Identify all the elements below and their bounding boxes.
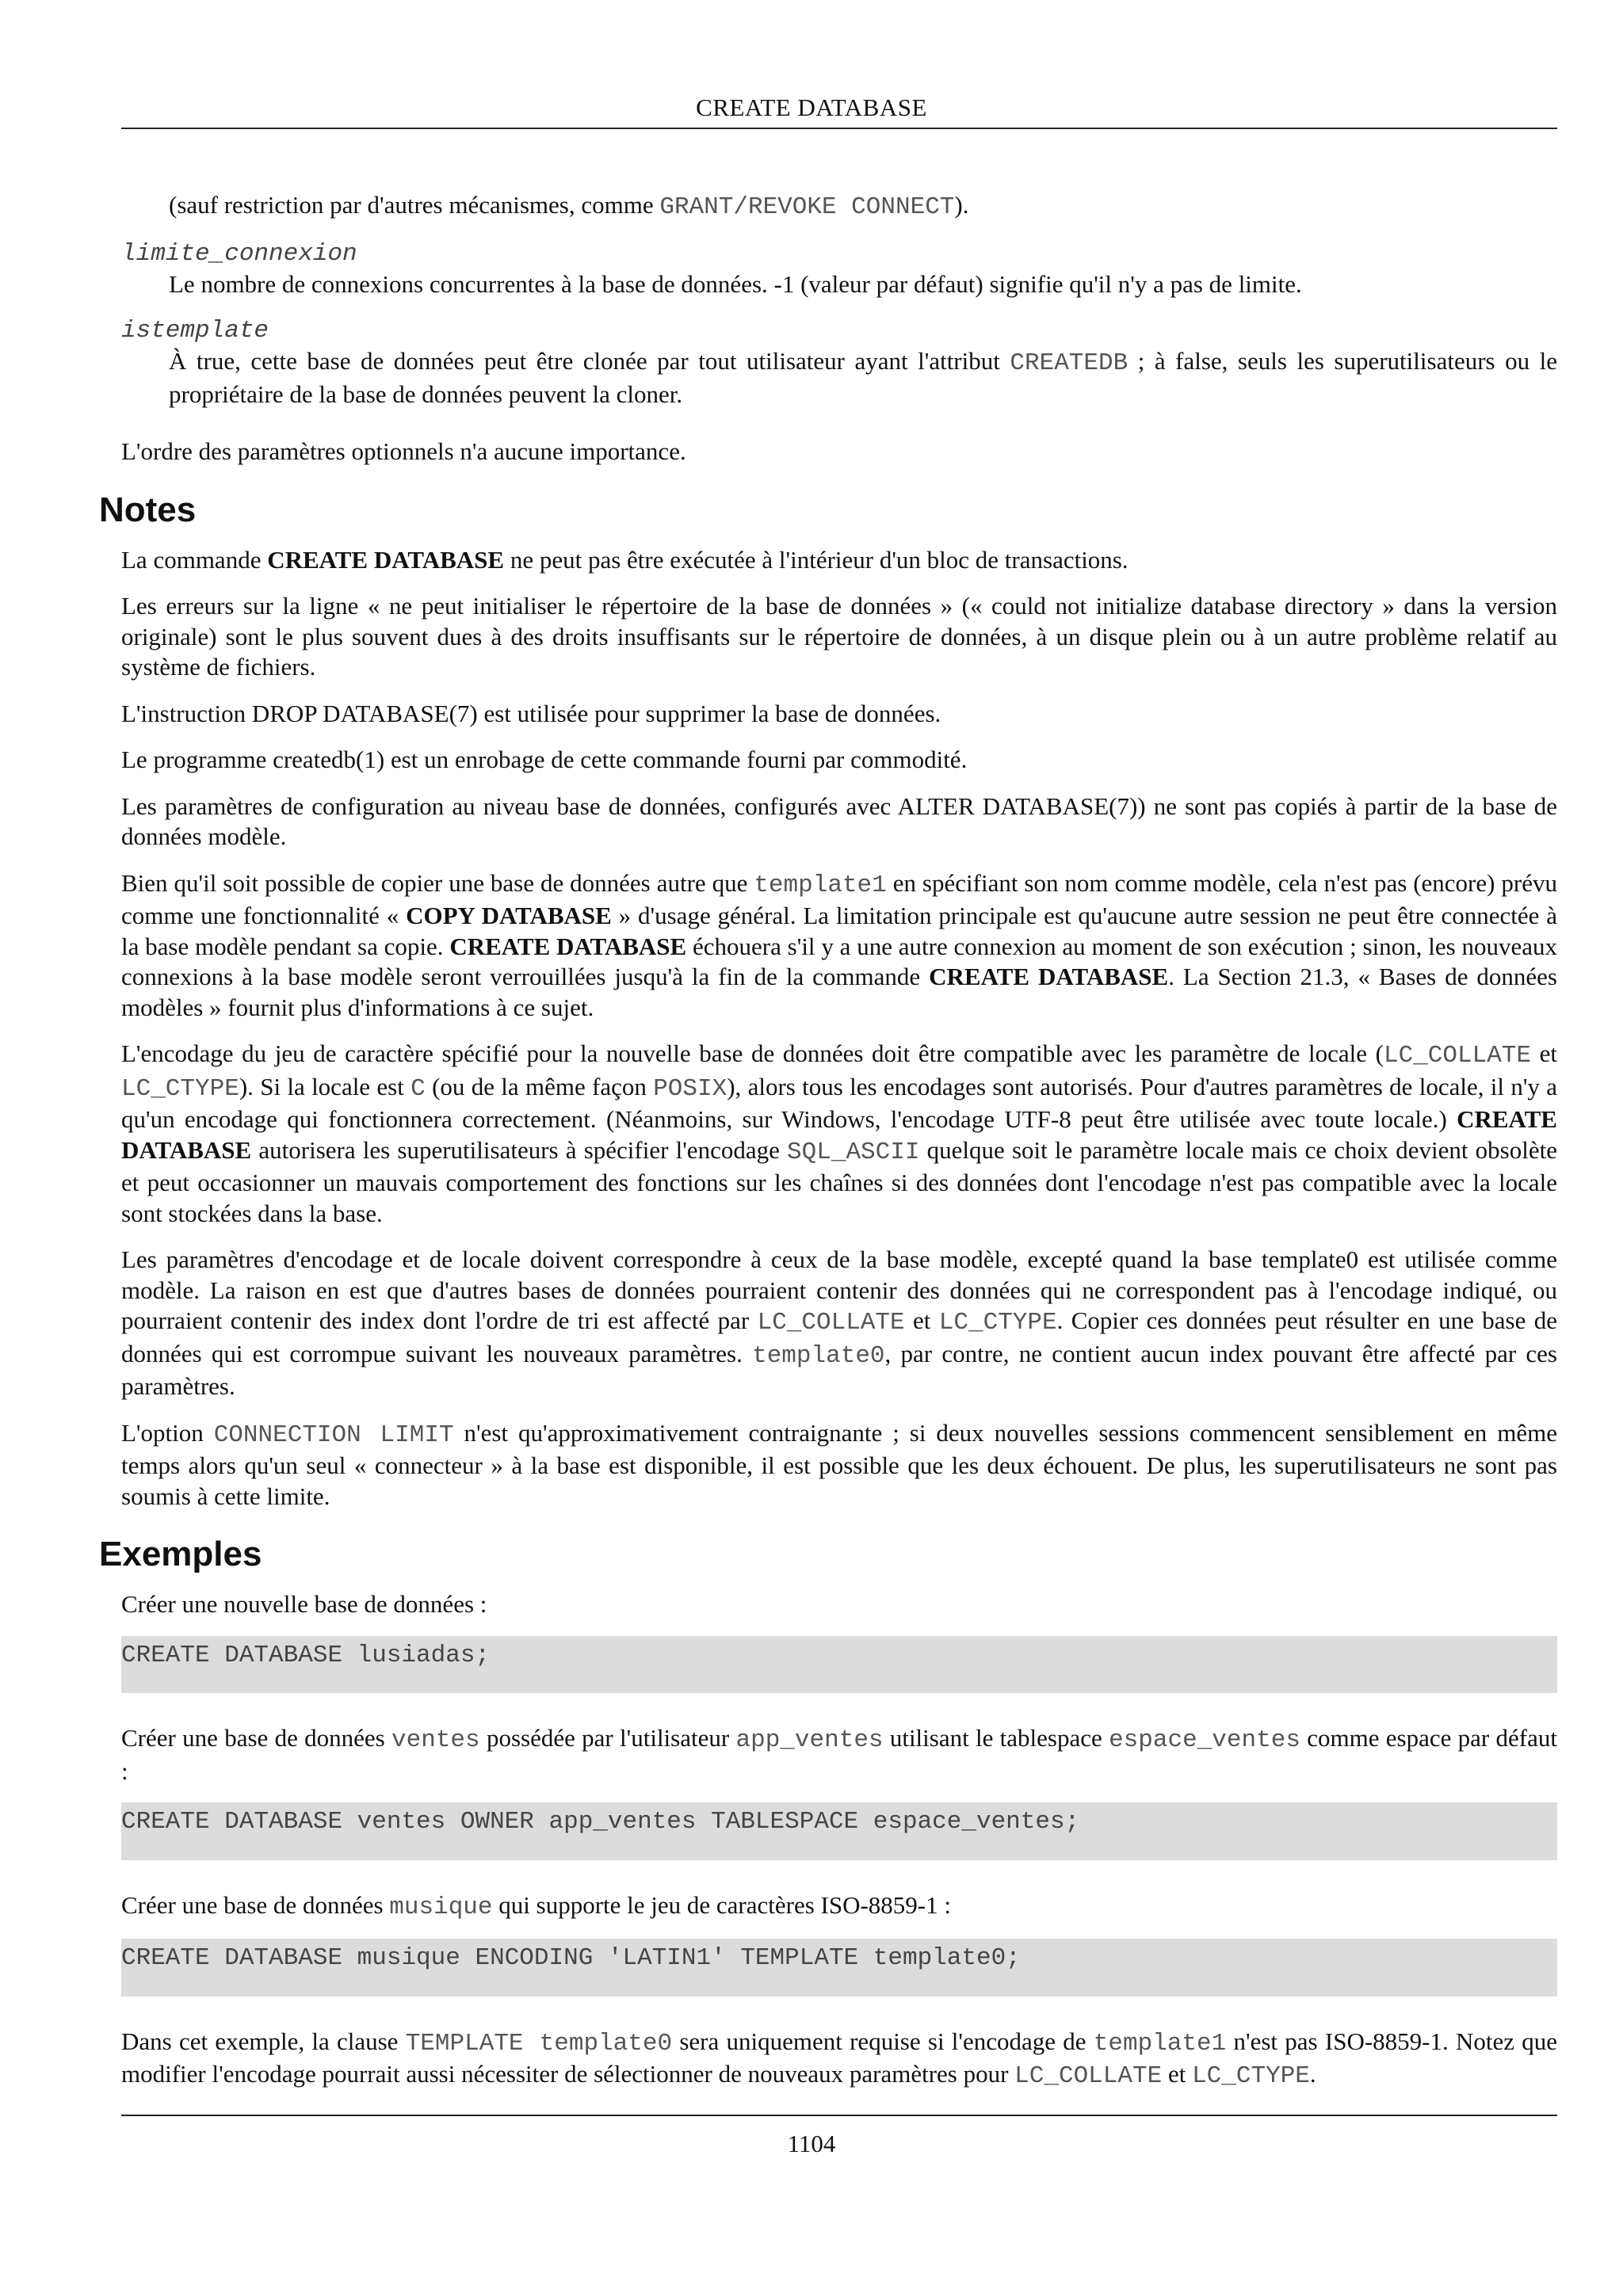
def-limite-connexion: Le nombre de connexions concurrentes à la base de données. -1 (valeur par défaut) signifie qu'il n'y a pas de limite. (169, 270, 1302, 298)
note-paragraph: L'instruction DROP DATABASE(7) est utilisée pour supprimer la base de données. (121, 699, 941, 727)
param-continuation: (sauf restriction par d'autres mécanismes, comme GRANT/REVOKE CONNECT). (169, 191, 969, 221)
note-paragraph: Le programme createdb(1) est un enrobage de cette commande fourni par commodité. (121, 746, 968, 773)
note-paragraph: Les erreurs sur la ligne « ne peut initialiser le répertoire de la base de données » (« could not initialize database directory » dans la version originale) sont le plus souvent dues à des droits insuffisants sur le répertoire de données, à un disque plein ou à un autre problème relatif au système de fichiers. (121, 592, 1557, 681)
note-paragraph: La commande CREATE DATABASE ne peut pas être exécutée à l'intérieur d'un bloc de transactions. (121, 545, 1128, 574)
footer-rule (121, 2115, 1557, 2116)
header-rule (121, 128, 1557, 129)
code-block: CREATE DATABASE lusiadas; (121, 1636, 1557, 1694)
note-paragraph: Les paramètres d'encodage et de locale doivent correspondre à ceux de la base modèle, excepté quand la base template0 est utilisée comme modèle. La raison en est que d'autres bases de données pourraient contenir des données qui ne correspondent pas à l'encodage indiqué, ou pourraient contenir des index dont l'ordre de tri est affecté par LC_COLLATE et LC_CTYPE. Copier ces données peut résulter en une base de données qui est corrompue suivant les nouveaux paramètres. template0, par contre, ne contient aucun index pouvant être affecté par ces paramètres. (121, 1245, 1557, 1400)
example-text: Créer une base de données ventes possédée par l'utilisateur app_ventes utilisant le tablespace espace_ventes comme espace par défaut : (121, 1724, 1557, 1785)
note-paragraph: Les paramètres de configuration au niveau base de données, configurés avec ALTER DATABASE(7)) ne sont pas copiés à partir de la base de données modèle. (121, 791, 1557, 850)
page-number: 1104 (787, 2130, 836, 2157)
note-paragraph: Bien qu'il soit possible de copier une base de données autre que template1 en spécifiant son nom comme modèle, cela n'est pas (encore) prévu comme une fonctionnalité « COPY DATABASE » d'usage général. La limitation principale est qu'aucune autre session ne peut être connectée à la base modèle pendant sa copie. CREATE DATABASE échouera s'il y a une autre connexion au moment de son exécution ; sinon, les nouveaux connexions à la base modèle seront verrouillées jusqu'à la fin de la commande CREATE DATABASE. La Section 21.3, « Bases de données modèles » fournit plus d'informations à ce sujet. (121, 868, 1558, 1021)
notes-heading: Notes (99, 490, 197, 529)
main-content (99, 190, 1558, 2108)
example-text: Créer une nouvelle base de données : (121, 1590, 487, 1618)
def-istemplate: À true, cette base de données peut être clonée par tout utilisateur ayant l'attribut CREATEDB ; à false, seuls les superutilisateurs ou le propriétaire de la base de données peuvent la cloner. (169, 347, 1557, 408)
example-text: Créer une base de données musique qui supporte le jeu de caractères ISO-8859-1 : (121, 1890, 951, 1921)
code-block: CREATE DATABASE ventes OWNER app_ventes TABLESPACE espace_ventes; (121, 1802, 1557, 1860)
example-text: Dans cet exemple, la clause TEMPLATE template0 sera uniquement requise si l'encodage de template1 n'est pas ISO-8859-1. Notez que modifier l'encodage pourrait aussi nécessiter de sélectionner de nouveaux paramètres pour LC_COLLATE et LC_CTYPE. (121, 2027, 1558, 2090)
term-istemplate: istemplate (121, 316, 269, 345)
note-paragraph: L'encodage du jeu de caractère spécifié pour la nouvelle base de données doit être compatible avec les paramètre de locale (LC_COLLATE et LC_CTYPE). Si la locale est C (ou de la même façon POSIX), alors tous les encodages sont autorisés. Pour d'autres paramètres de locale, il n'y a qu'un encodage qui fonctionnera correctement. (Néanmoins, sur Windows, l'encodage UTF-8 peut être utilisée avec toute locale.) CREATE DATABASE autorisera les superutilisateurs à spécifier l'encodage SQL_ASCII quelque soit le paramètre locale mais ce choix devient obsolète et peut occasionner un mauvais comportement des fonctions sur les chaînes si des données dont l'encodage n'est pas compatible avec la locale sont stockées dans la base. (121, 1039, 1557, 1227)
term-limite-connexion: limite_connexion (121, 239, 357, 268)
order-note: L'ordre des paramètres optionnels n'a aucune importance. (121, 437, 686, 465)
code-block: CREATE DATABASE musique ENCODING 'LATIN1' TEMPLATE template0; (121, 1939, 1557, 1997)
examples-heading: Exemples (99, 1535, 262, 1573)
note-paragraph: L'option CONNECTION LIMIT n'est qu'approximativement contraignante ; si deux nouvelles sessions commencent sensiblement en même temps alors qu'un seul « connecteur » à la base est disponible, il est possible que les deux échouent. De plus, les superutilisateurs ne sont pas soumis à cette limite. (121, 1418, 1557, 1510)
running-header: CREATE DATABASE (696, 93, 927, 121)
